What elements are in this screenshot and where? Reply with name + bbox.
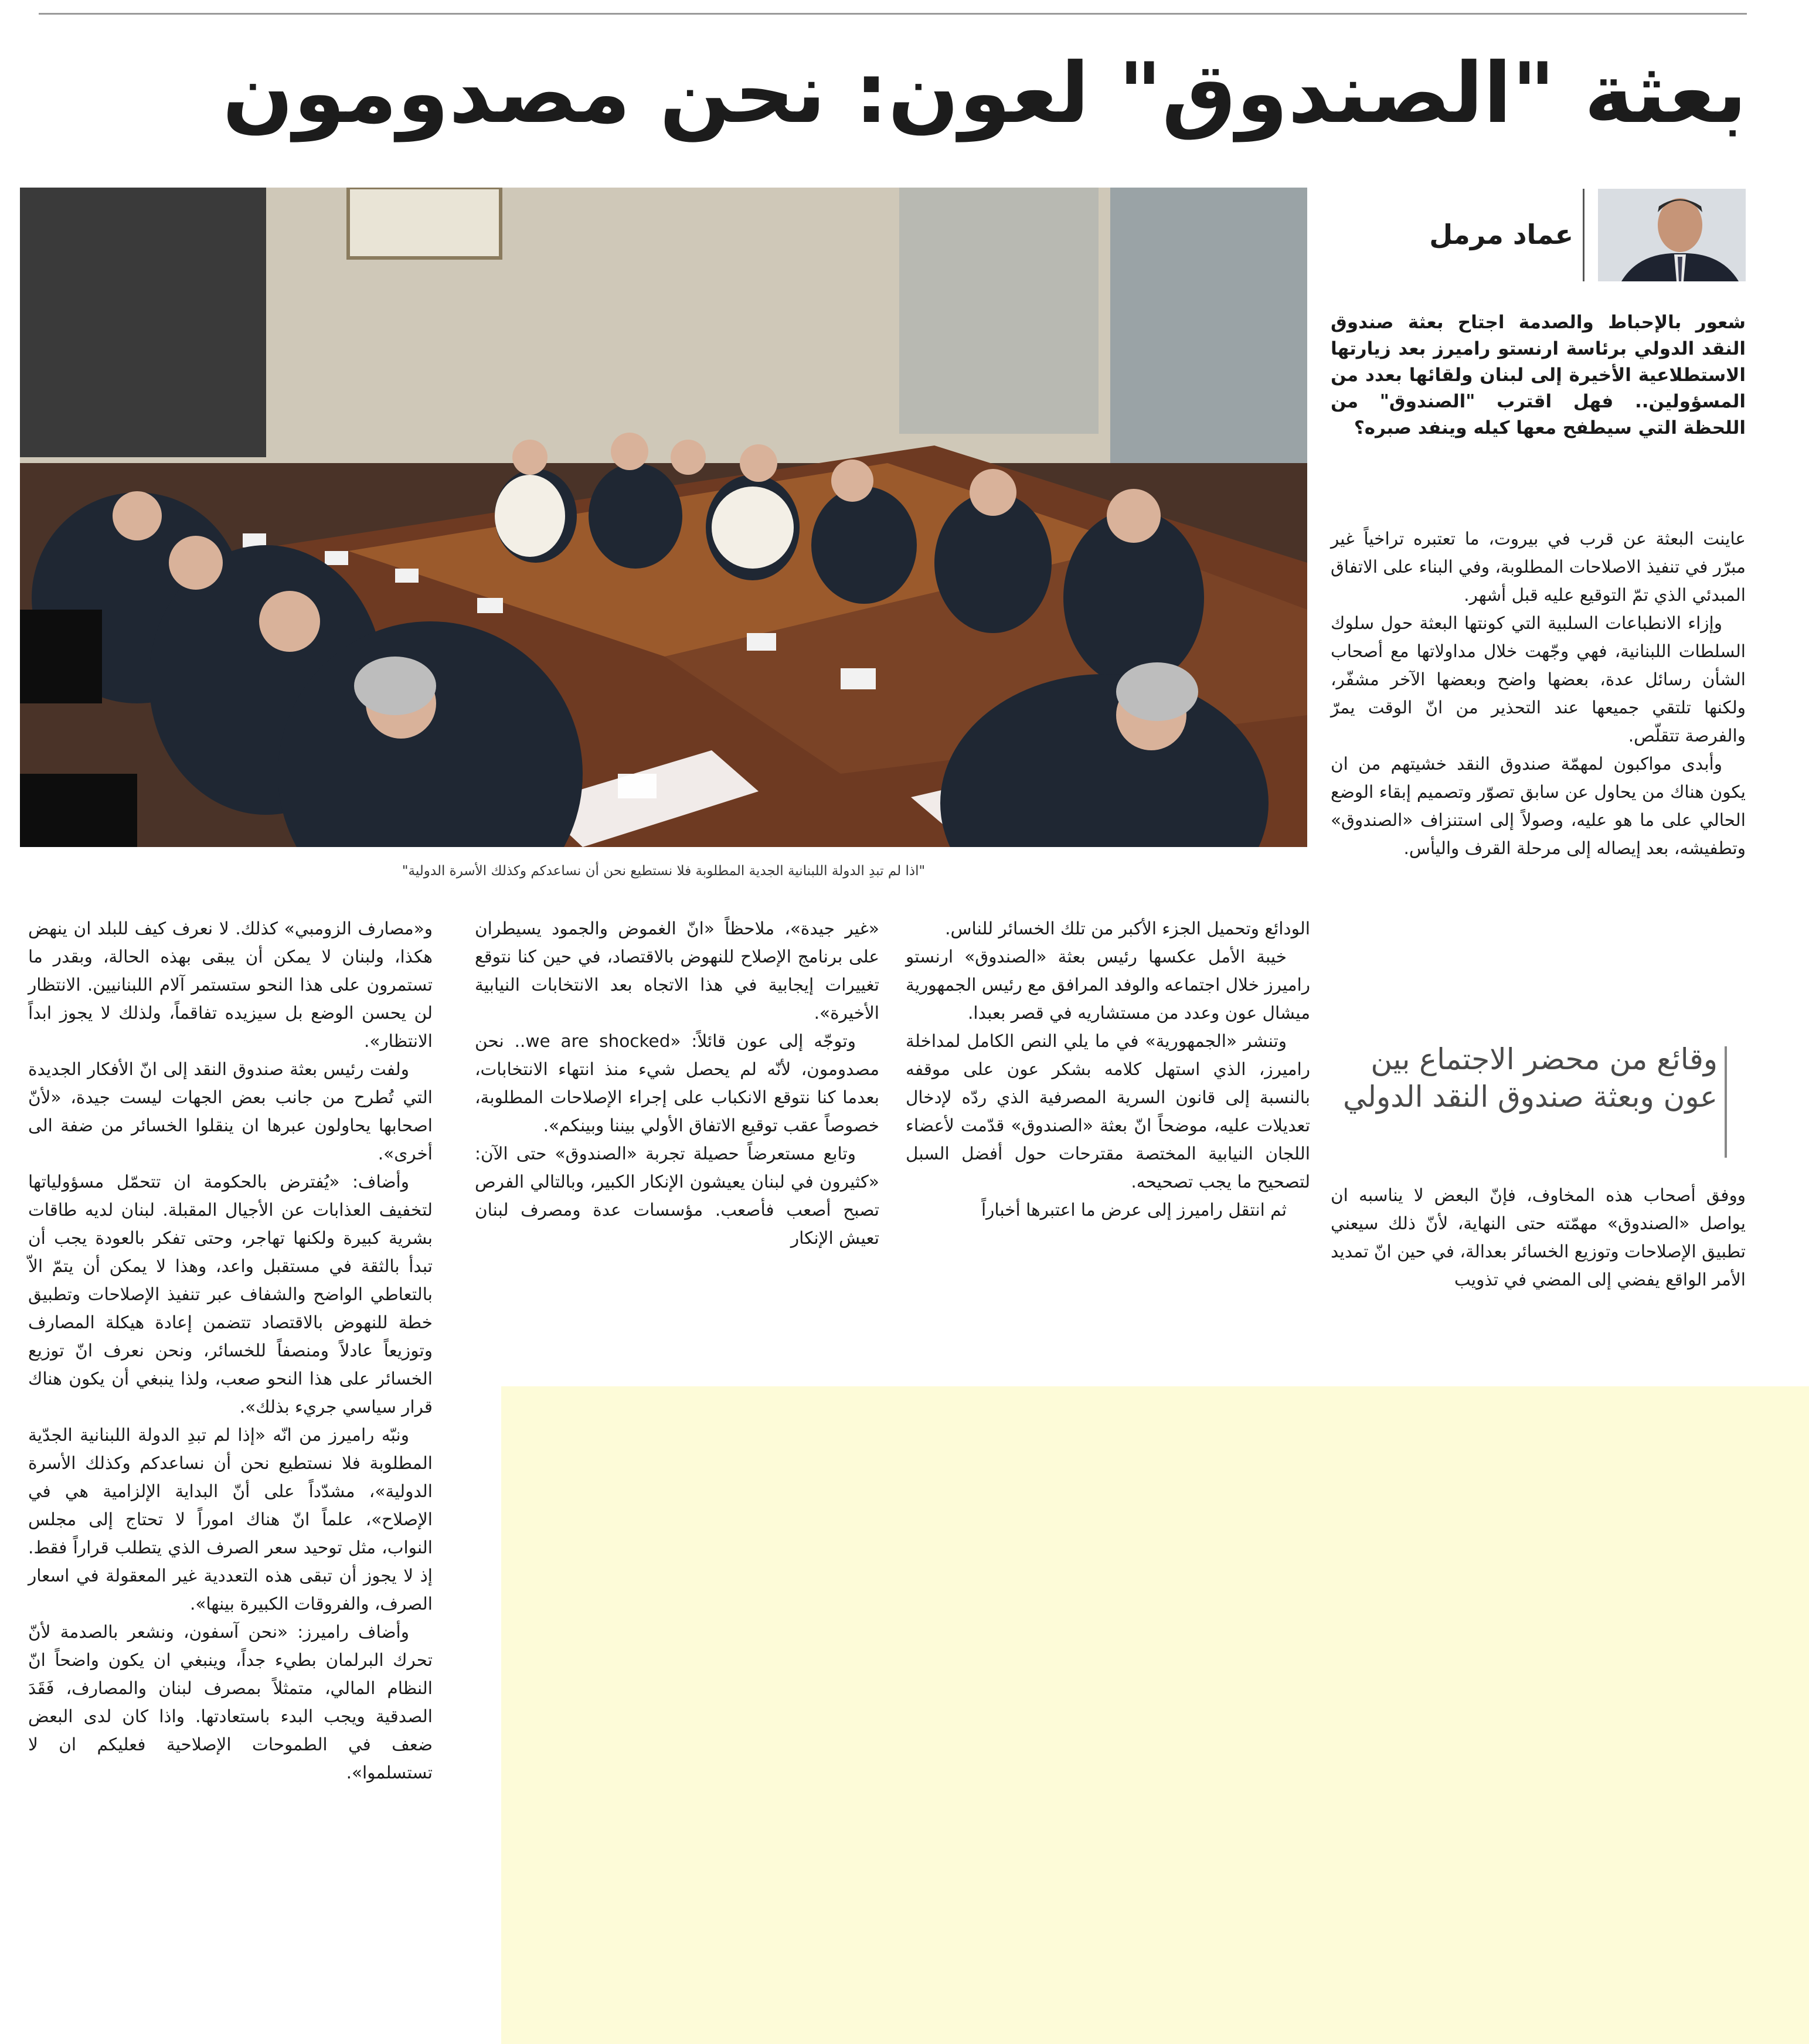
- lead-paragraph: شعور بالإحباط والصدمة اجتاح بعثة صندوق النقد الدولي برئاسة ارنستو راميرز بعد زيارتها الاستطلاعية الأخيرة إلى لبنان ولقائها بعدد من المسؤولين.. فهل اقترب "الصندوق" من اللحظة التي سيطفح معها كيله وينفد صبره؟: [1331, 312, 1746, 438]
- highlight-area: [501, 1386, 1809, 2044]
- body-paragraph: وتنشر «الجمهورية» في ما يلي النص الكامل لمداخلة راميرز، الذي استهل كلامه بشكر عون على موقفه بالنسبة إلى قانون السرية المصرفية الذي ردّه لإدخال تعديلات عليه، موضحاً انّ بعثة «الصندوق» قدّمت لأعضاء اللجان النيابية المختصة مقترحات حول أفضل السبل لتصحيح ما يجب تصحيحه.: [906, 1031, 1310, 1192]
- body-paragraph: ثم انتقل راميرز إلى عرض ما اعتبرها أخباراً: [981, 1200, 1287, 1220]
- body-paragraph: عاينت البعثة عن قرب في بيروت، ما تعتبره تراخياً غير مبرّر في تنفيذ الاصلاحات المطلوبة، وفي البناء على الاتفاق المبدئي الذي تمّ التوقيع عليه قبل أشهر.: [1331, 529, 1746, 605]
- body-paragraph: ووفق أصحاب هذه المخاوف، فإنّ البعض لا يناسبه ان يواصل «الصندوق» مهمّته حتى النهاية، لأنّ ذلك سيعني تطبيق الإصلاحات وتوزيع الخسائر بعدالة، في حين انّ تمديد الأمر الواقع يفضي إلى المضي في تذويب: [1331, 1185, 1746, 1290]
- author-name: عماد مرمل: [1429, 219, 1573, 250]
- article-column-3: [475, 914, 879, 1252]
- photo-caption: "اذا لم تبدِ الدولة اللبنانية الجدية المطلوبة فلا نستطيع نحن أن نساعدكم وكذلك الأسرة الدولية": [402, 863, 926, 879]
- body-paragraph: ولفت رئيس بعثة صندوق النقد إلى انّ الأفكار الجديدة التي تُطرح من جانب بعض الجهات ليست جيدة، «لأنّ اصحابها يحاولون عبرها ان ينقلوا الخسائر من ضفة الى أخرى».: [28, 1059, 433, 1164]
- body-paragraph: وتابع مستعرضاً حصيلة تجربة «الصندوق» حتى الآن: «كثيرون في لبنان يعيشون الإنكار الكبير، وبالتالي الفرص تصبح أصعب فأصعب. مؤسسات عدة ومصرف لبنان تعيش الإنكار: [475, 1144, 879, 1248]
- author-avatar: [1598, 189, 1746, 281]
- body-paragraph: ونبّه راميرز من انّه «إذا لم تبدِ الدولة اللبنانية الجدّية المطلوبة فلا نستطيع نحن أن نساعدكم وكذلك الأسرة الدولية»، مشدّداً على أنّ البداية الإلزامية هي في الإصلاح»، علماً انّ هناك اموراً لا تحتاج إلى مجلس النواب، مثل توحيد سعر الصرف الذي يتطلب قراراً فقط. إذ لا يجوز أن تبقى هذه التعددية غير المعقولة في اسعار الصرف، والفروقات الكبيرة بينها».: [28, 1425, 433, 1614]
- top-rule: [39, 13, 1747, 15]
- body-paragraph: وأضاف: «يُفترض بالحكومة ان تتحمّل مسؤولياتها لتخفيف العذابات عن الأجيال المقبلة. لبنان لديه طاقات بشرية كبيرة ولكنها تهاجر، وحتى تفكر بالعودة يجب أن تبدأ بالثقة في مستقبل واعد، وهذا لا يمكن أن يتمّ الاّ بالتعاطي الواضح والشفاف عبر تنفيذ الإصلاحات وتطبيق خطة للنهوض بالاقتصاد تتضمن إعادة هيكلة المصارف وتوزيعاً عادلاً ومنصفاً للخسائر، ونحن نعرف انّ توزيع الخسائر على هذا النحو صعب، ولذا ينبغي أن يكون هناك قرار سياسي جريء بذلك».: [28, 1172, 433, 1417]
- article-column-1: [1331, 525, 1746, 862]
- body-paragraph: وتوجّه إلى عون قائلاً: «we are shocked.. نحن مصدومون، لأنّه لم يحصل شيء منذ انتهاء الانتخابات، بعدما كنا نتوقع الانكباب على إجراء الإصلاحات المطلوبة، خصوصاً عقب توقيع الاتفاق الأولي بيننا وبينكم».: [475, 1031, 879, 1135]
- body-paragraph: الودائع وتحميل الجزء الأكبر من تلك الخسائر للناس.: [945, 919, 1310, 938]
- body-paragraph: و«مصارف الزومبي» كذلك. لا نعرف كيف للبلد ان ينهض هكذا، ولبنان لا يمكن أن يبقى بهذه الحالة، وبقدر ما تستمرون على هذا النحو ستستمر آلام اللبنانيين. الانتظار لن يحسن الوضع بل سيزيده تفاقماً، ولذلك لا يجوز ابداً الانتظار».: [28, 919, 433, 1051]
- body-paragraph: «غير جيدة»، ملاحظاً «انّ الغموض والجمود يسيطران على برنامج الإصلاح للنهوض بالاقتصاد، في حين كنا نتوقع تغييرات إيجابية في هذا الاتجاه بعد الانتخابات النيابية الأخيرة».: [475, 919, 879, 1023]
- article-column-2: [906, 914, 1310, 1224]
- body-paragraph: خيبة الأمل عكسها رئيس بعثة «الصندوق» ارنستو راميرز خلال اجتماعه والوفد المرافق مع رئيس الجمهورية ميشال عون وعدد من مستشاريه في قصر بعبدا.: [906, 947, 1310, 1023]
- headline: بعثة "الصندوق" لعون: نحن مصدومون: [222, 45, 1747, 142]
- body-paragraph: وإزاء الانطباعات السلبية التي كونتها البعثة حول سلوك السلطات اللبنانية، فهي وجّهت خلال مداولاتها مع أصحاب الشأن رسائل عدة، بعضها واضح وبعضها الآخر مشفّر، ولكنها تلتقي جميعها عند التحذير من انّ الوقت يمرّ والفرصة تتقلّص.: [1331, 613, 1746, 746]
- body-paragraph: وأبدى مواكبون لمهمّة صندوق النقد خشيتهم من ان يكون هناك من يحاول عن سابق تصوّر وتصميم إبقاء الوضع الحالي على ما هو عليه، وصولاً إلى استنزاف «الصندوق» وتطفيشه، بعد إيصاله إلى مرحلة القرف واليأس.: [1331, 754, 1746, 858]
- body-paragraph: وأضاف راميرز: «نحن آسفون، ونشعر بالصدمة لأنّ تحرك البرلمان بطيء جداً، وينبغي ان يكون واضحاً انّ النظام المالي، متمثلاً بمصرف لبنان والمصارف، فَقَدَ الصدقية ويجب البدء باستعادتها. واذا كان لدى البعض ضعف في الطموحات الإصلاحية فعليكم ان لا تستسلموا».: [28, 1622, 433, 1783]
- author-divider: [1583, 189, 1584, 281]
- subhead: وقائع من محضر الاجتماع بين عون وبعثة صندوق النقد الدولي: [1343, 1042, 1718, 1114]
- article-column-4: [28, 914, 433, 1787]
- article-column-1-continued: [1331, 1181, 1746, 1294]
- subhead-bar: [1725, 1046, 1727, 1158]
- meeting-photo: [20, 188, 1307, 847]
